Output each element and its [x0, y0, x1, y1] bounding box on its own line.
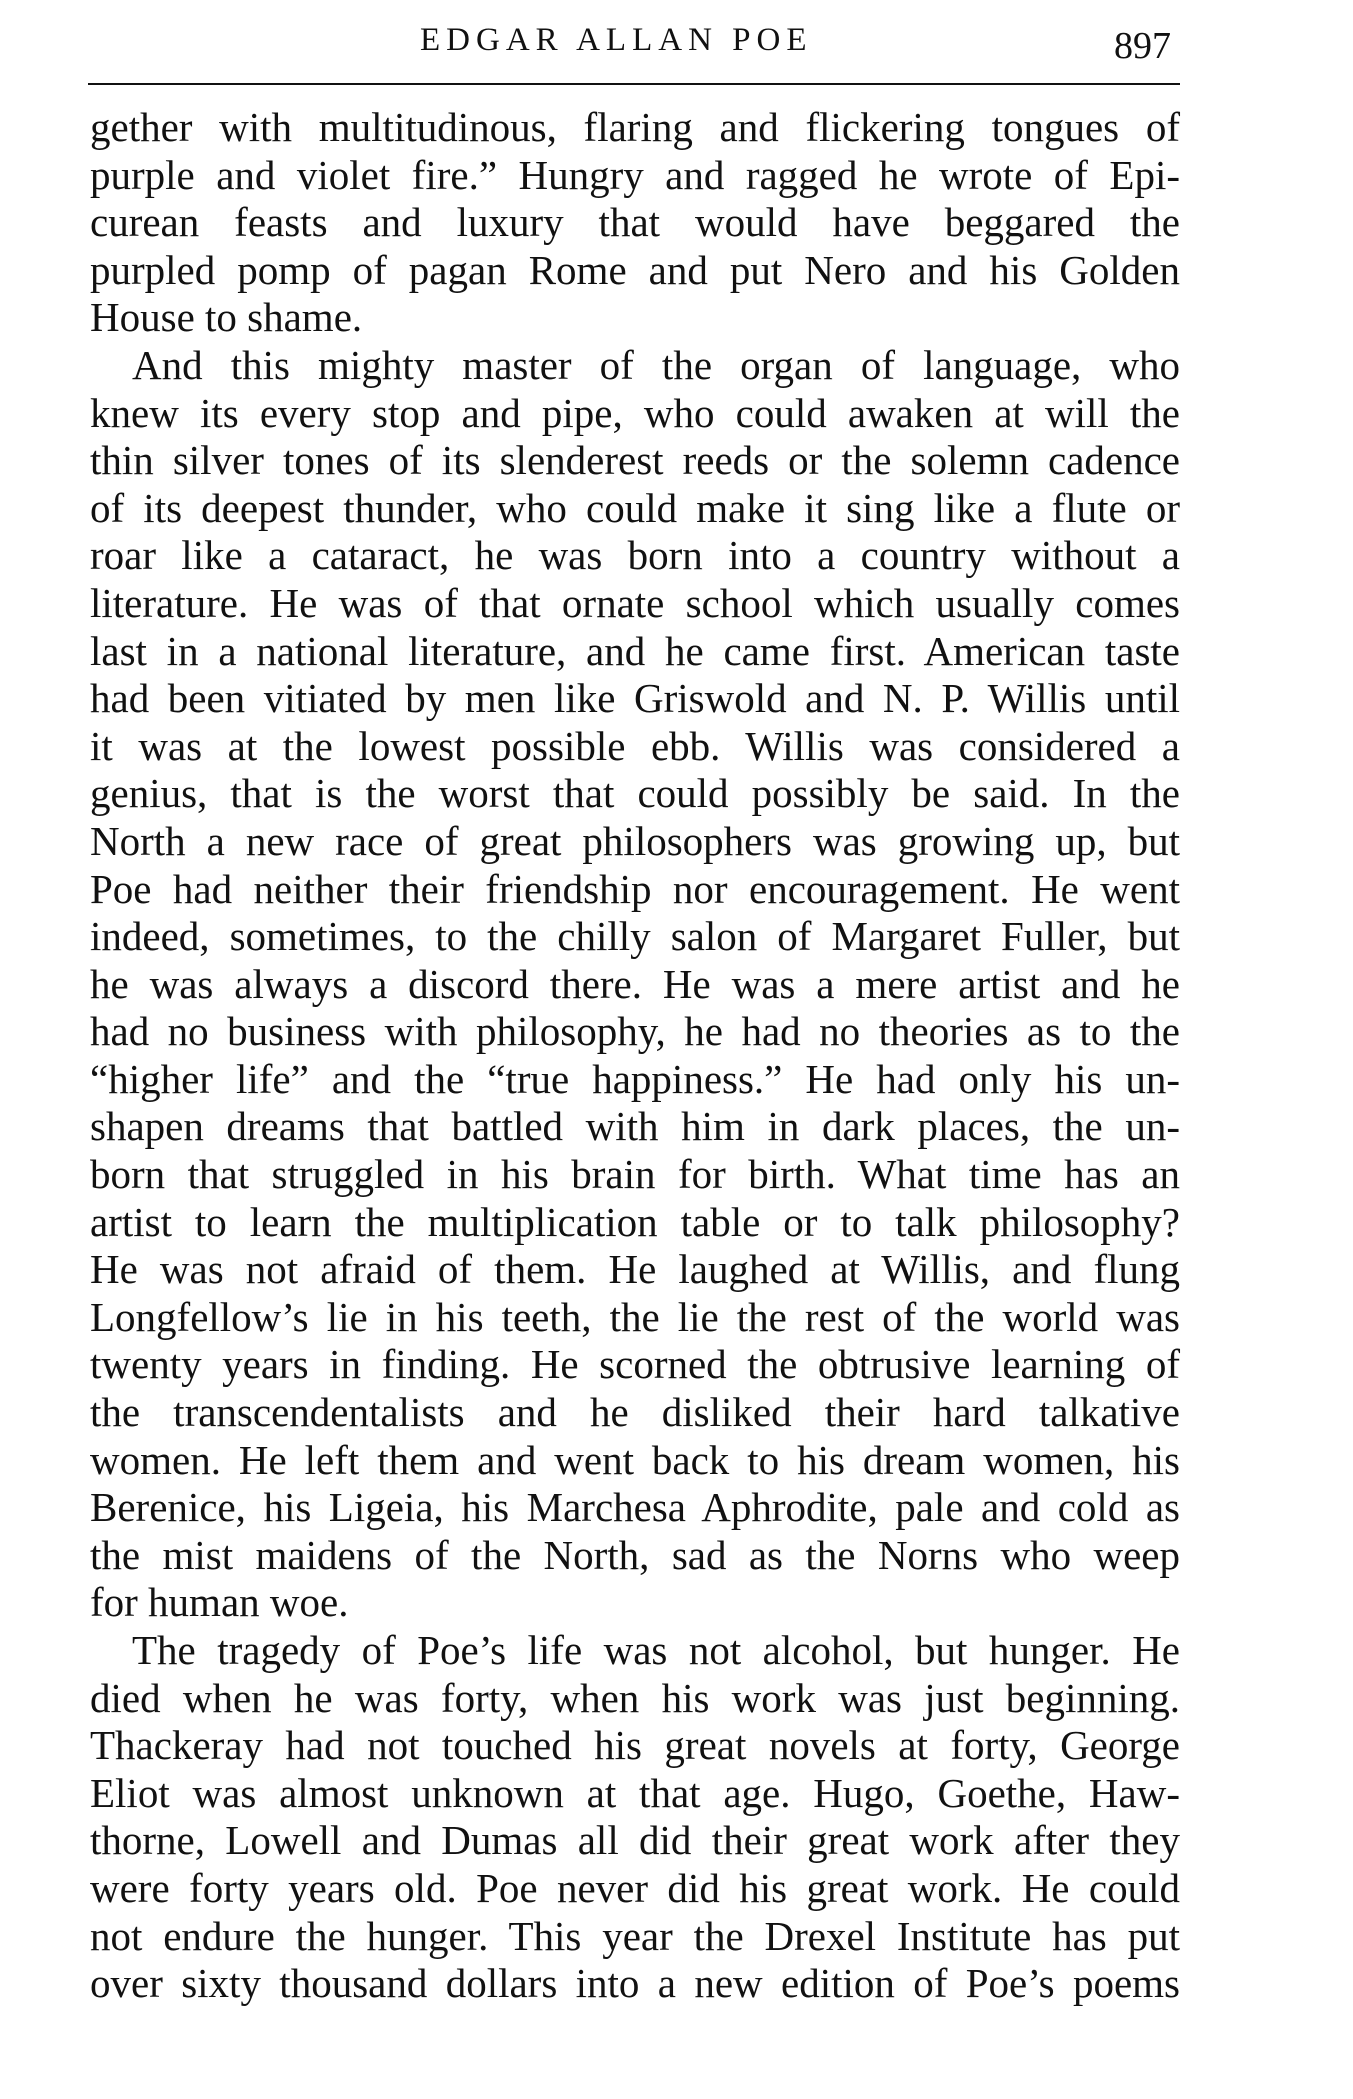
text-line: He was not afraid of them. He laughed at Willis, and flung	[90, 1246, 1180, 1293]
text-line: indeed, sometimes, to the chilly salon of Margaret Fuller, but	[90, 913, 1180, 960]
text-line: the transcendentalists and he disliked their hard talkative	[90, 1389, 1180, 1436]
text-line: curean feasts and luxury that would have beggared the	[90, 199, 1180, 246]
text-line: purpled pomp of pagan Rome and put Nero and his Golden	[90, 246, 1180, 293]
text-line: had no business with philosophy, he had no theories as to the	[90, 1008, 1180, 1055]
text-line: Longfellow’s lie in his teeth, the lie the rest of the world was	[90, 1293, 1180, 1340]
text-line: the mist maidens of the North, sad as the Norns who weep	[90, 1531, 1180, 1578]
text-line: Poe had neither their friendship nor encouragement. He went	[90, 865, 1180, 912]
running-title: EDGAR ALLAN POE	[420, 22, 813, 58]
text-line: Berenice, his Ligeia, his Marchesa Aphrodite, pale and cold as	[90, 1484, 1180, 1531]
text-line: last in a national literature, and he came first. American taste	[90, 627, 1180, 674]
text-line: born that struggled in his brain for birth. What time has an	[90, 1151, 1180, 1198]
text-line: thin silver tones of its slenderest reeds or the solemn cadence	[90, 437, 1180, 484]
text-line: twenty years in finding. He scorned the obtrusive learning of	[90, 1341, 1180, 1388]
text-line: purple and violet fire.” Hungry and ragged he wrote of Epi-	[90, 151, 1180, 198]
text-line: Thackeray had not touched his great novels at forty, George	[90, 1722, 1180, 1769]
text-line: genius, that is the worst that could possibly be said. In the	[90, 770, 1180, 817]
paragraph-first-line: And this mighty master of the organ of language, who	[132, 341, 1180, 388]
text-line: “higher life” and the “true happiness.” He had only his un-	[90, 1055, 1180, 1102]
text-line: North a new race of great philosophers was growing up, but	[90, 817, 1180, 864]
text-line: were forty years old. Poe never did his great work. He could	[90, 1864, 1180, 1911]
text-line: over sixty thousand dollars into a new edition of Poe’s poems	[90, 1960, 1180, 2007]
text-line: gether with multitudinous, flaring and flickering tongues of	[90, 104, 1180, 150]
text-line: died when he was forty, when his work was just beginning.	[90, 1674, 1180, 1721]
text-line: for human woe.	[90, 1579, 349, 1626]
text-line: not endure the hunger. This year the Drexel Institute has put	[90, 1912, 1180, 1959]
text-line: artist to learn the multiplication table or to talk philosophy?	[90, 1198, 1180, 1245]
header-rule	[88, 83, 1180, 85]
text-line: literature. He was of that ornate school which usually comes	[90, 579, 1180, 626]
text-line: had been vitiated by men like Griswold and N. P. Willis until	[90, 675, 1180, 722]
text-line: roar like a cataract, he was born into a country without a	[90, 532, 1180, 579]
text-line: thorne, Lowell and Dumas all did their great work after they	[90, 1817, 1180, 1864]
text-line: women. He left them and went back to his dream women, his	[90, 1436, 1180, 1483]
text-line: House to shame.	[90, 294, 363, 341]
text-line: shapen dreams that battled with him in dark places, the un-	[90, 1103, 1180, 1150]
text-line: Eliot was almost unknown at that age. Hugo, Goethe, Haw-	[90, 1769, 1180, 1816]
text-line: knew its every stop and pipe, who could awaken at will the	[90, 389, 1180, 436]
text-line: it was at the lowest possible ebb. Willis was considered a	[90, 722, 1180, 769]
paragraph-first-line: The tragedy of Poe’s life was not alcohol, but hunger. He	[132, 1627, 1180, 1673]
text-line: he was always a discord there. He was a mere artist and he	[90, 960, 1180, 1007]
page-number: 897	[1114, 25, 1171, 67]
body-text	[90, 104, 1180, 2008]
text-line: of its deepest thunder, who could make it sing like a flute or	[90, 484, 1180, 531]
